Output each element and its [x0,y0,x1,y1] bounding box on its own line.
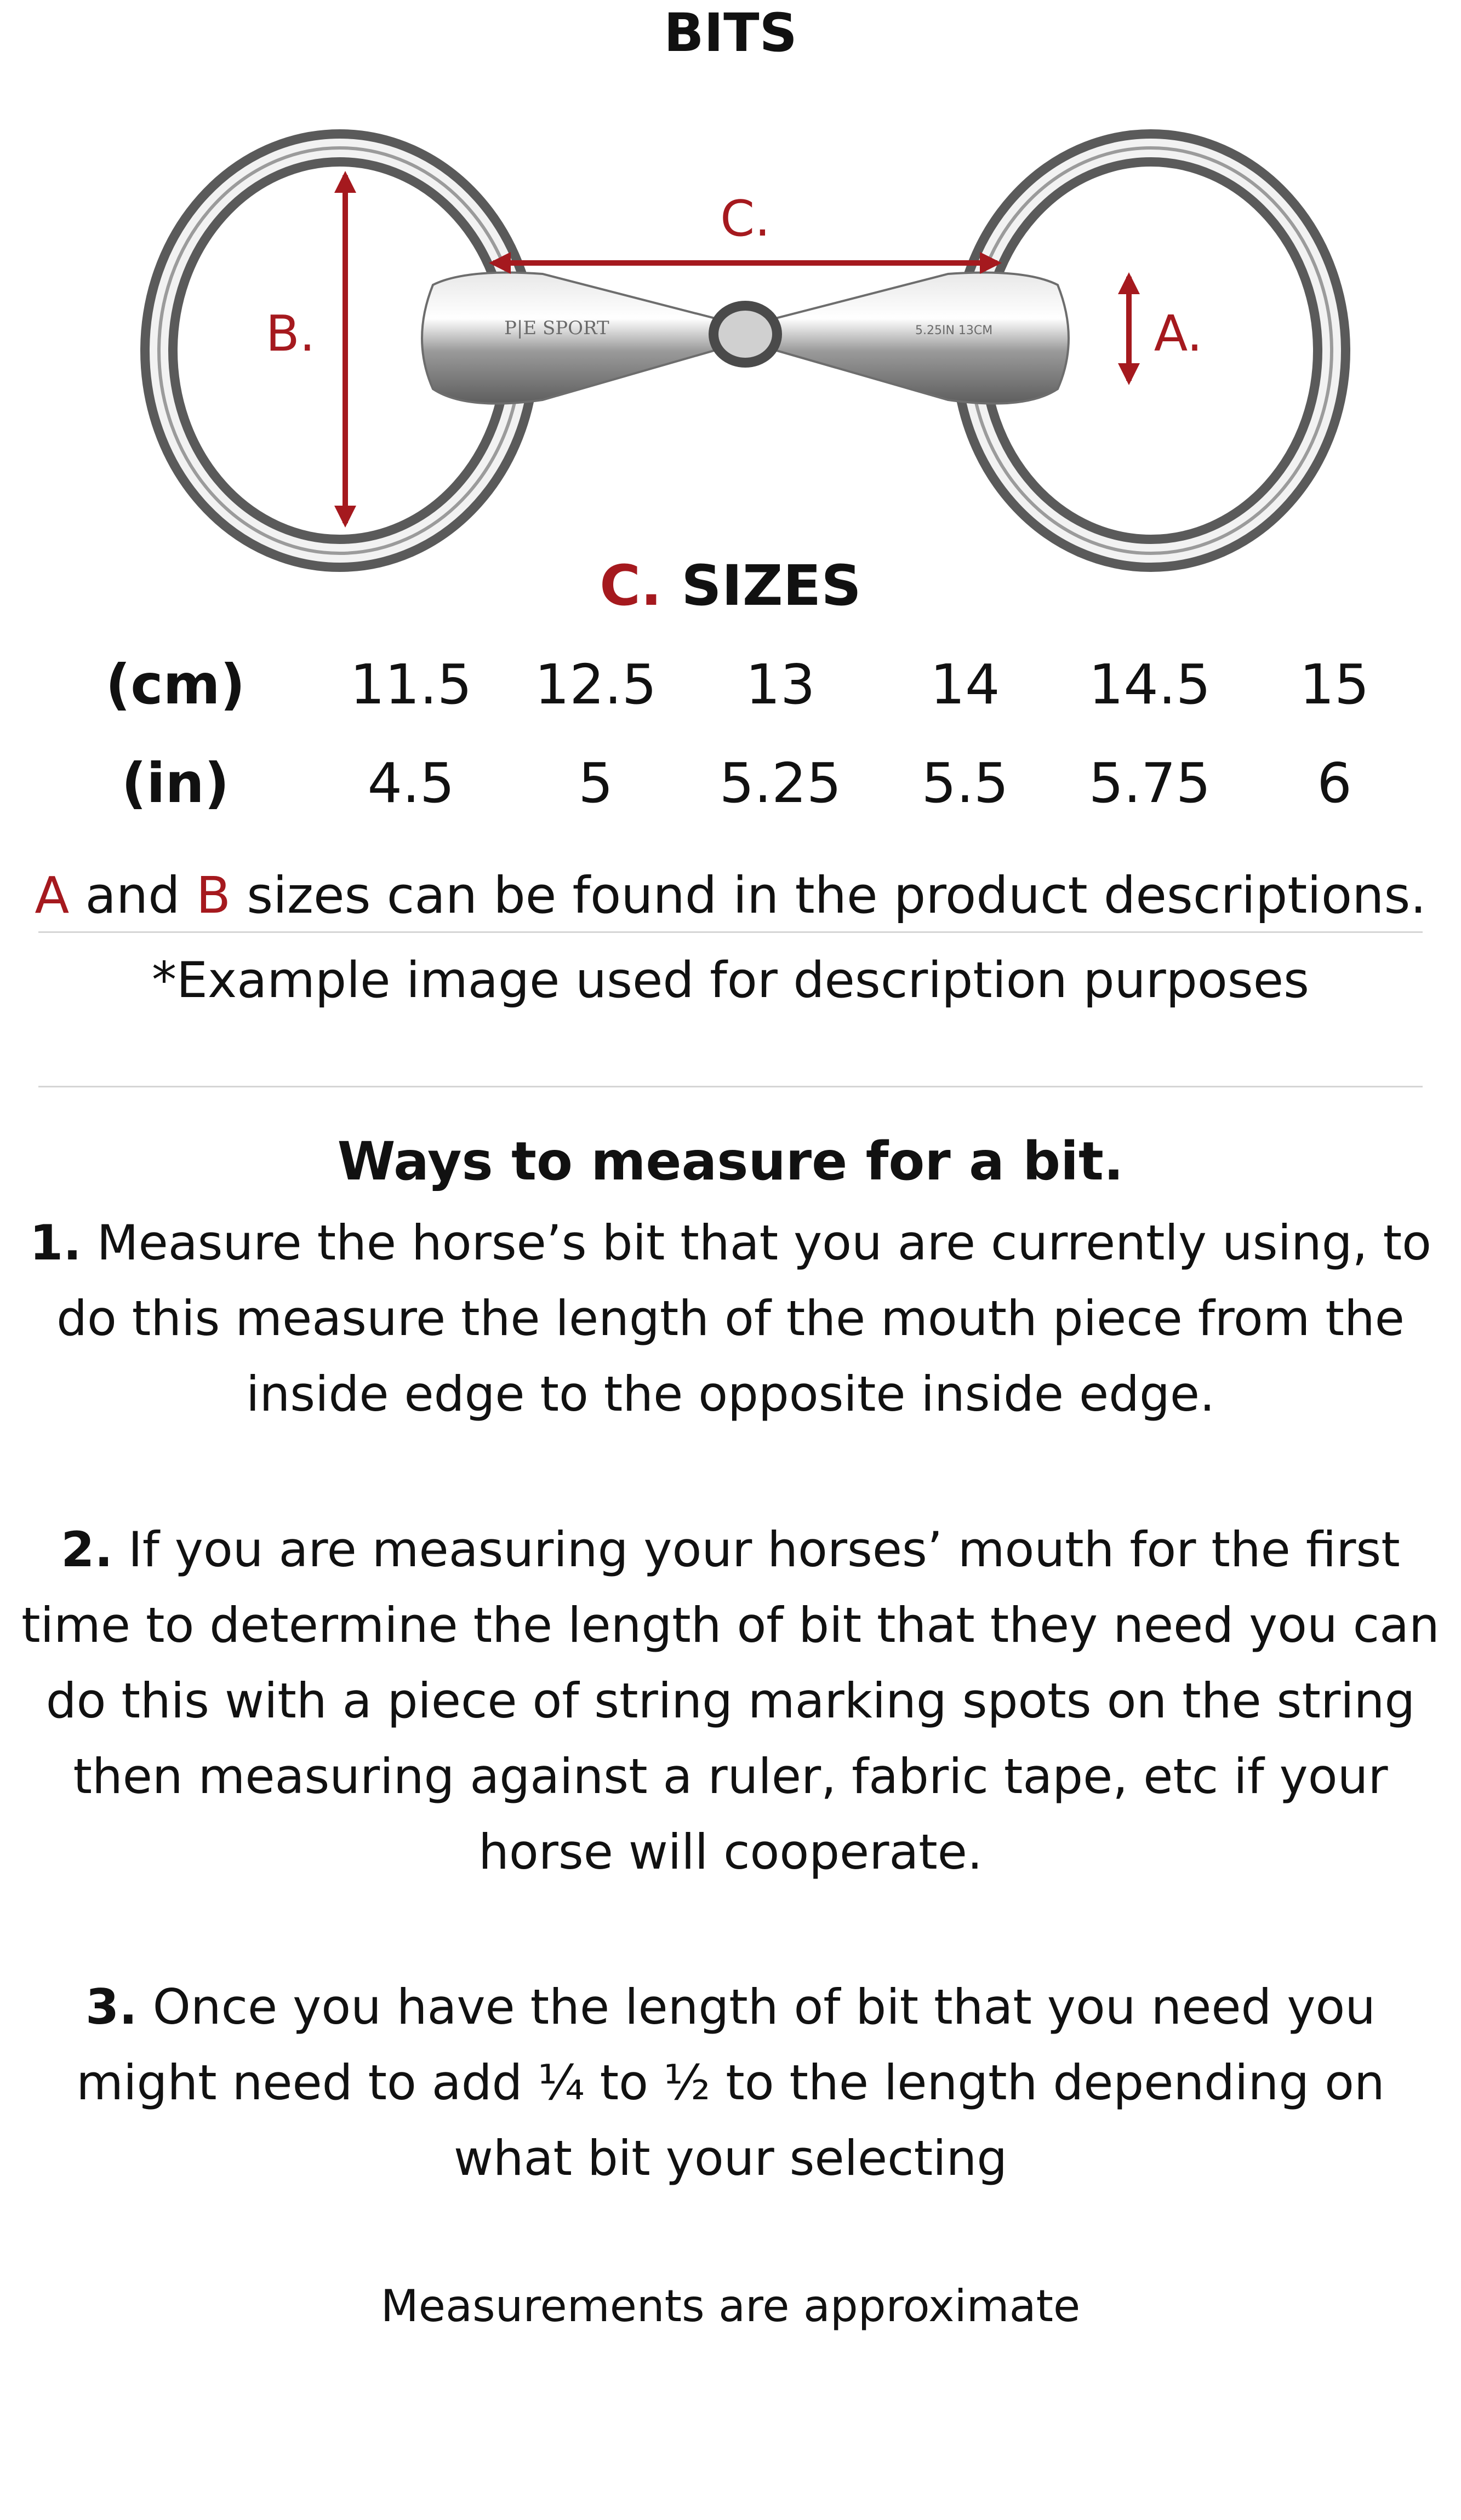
step-number: 2. [61,1521,113,1578]
step-3 [11,1969,1450,2196]
cm-row [0,646,1461,723]
in-row [0,745,1461,822]
in-value: 5.25 [719,751,842,815]
label-c: C. [720,190,771,248]
in-value: 5 [578,751,613,815]
step-text: Measure the horse’s bit that you are currently using, to do this measure the length of the mouth piece from the inside edge to the opposite inside edge. [56,1215,1431,1422]
cm-value: 15 [1299,652,1369,717]
in-value: 5.5 [921,751,1009,815]
engraving-left: P|E SPORT [504,317,609,339]
note-b: B [196,866,231,925]
note-rest: sizes can be found in the product descriptions. [231,866,1426,925]
cm-value: 11.5 [350,652,472,717]
divider [38,931,1423,933]
cm-value: 14 [930,652,1000,717]
sizes-heading-letter: C. [600,553,662,618]
sizes-note [0,860,1461,931]
label-b: B. [265,305,316,363]
in-value: 5.75 [1088,751,1211,815]
step-1 [11,1205,1450,1432]
page-title: BITS [664,2,797,64]
in-label: (in) [121,751,230,815]
in-value: 6 [1317,751,1352,815]
cm-value: 12.5 [534,652,657,717]
divider [38,1086,1423,1087]
label-a: A. [1154,305,1203,363]
engraving-right: 5.25IN 13CM [915,324,993,337]
cm-value: 14.5 [1088,652,1211,717]
sizes-heading [0,551,1461,622]
center-joint [714,306,777,363]
sizes-heading-text: SIZES [661,553,861,618]
cm-value: 13 [745,652,815,717]
step-text: If you are measuring your horses’ mouth for the first time to determine the length of bit that they need you can do this with a piece of string marking spots on the string then measuring against a ruler, fabric tape, etc if your horse will cooperate. [21,1521,1440,1880]
cm-label: (cm) [105,652,246,717]
bit-diagram [126,104,1365,581]
step-number: 1. [30,1215,82,1271]
footer-note: Measurements are approximate [380,2281,1081,2332]
note-and: and [69,866,196,925]
step-text: Once you have the length of bit that you need you might need to add ¼ to ½ to the length depending on what bit your selecting [76,1979,1385,2186]
example-note: *Example image used for description purposes [152,952,1309,1009]
ways-heading: Ways to measure for a bit. [337,1131,1124,1192]
step-2 [11,1512,1450,1890]
note-a: A [35,866,70,925]
step-number: 3. [85,1979,138,2035]
in-value: 4.5 [367,751,455,815]
